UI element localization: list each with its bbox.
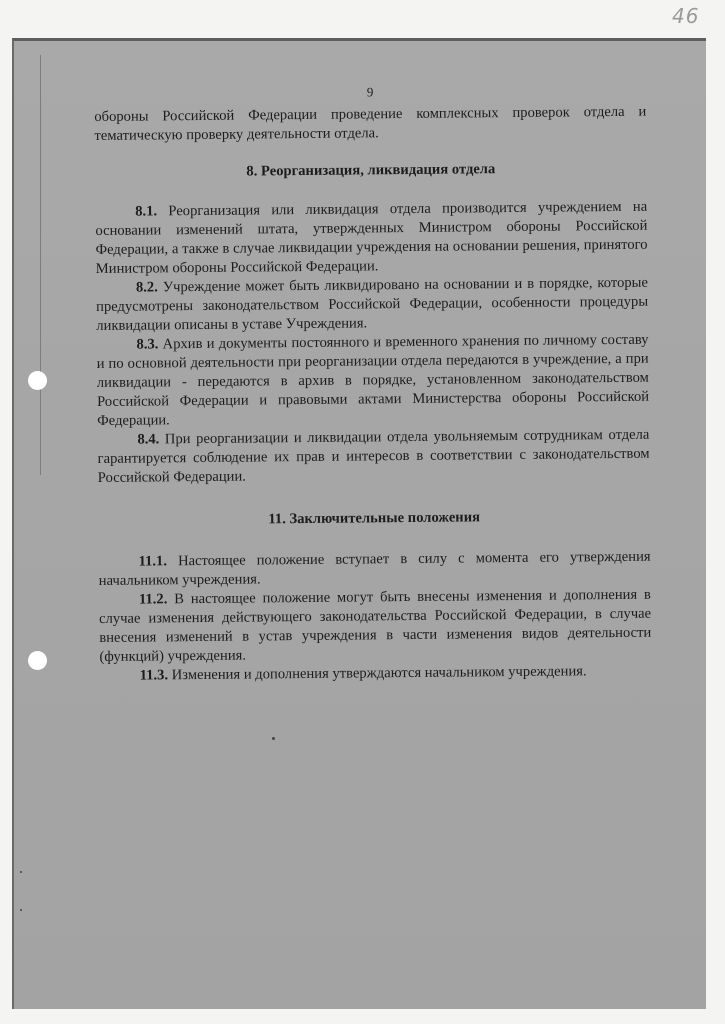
clause-number: 11.1. bbox=[138, 553, 168, 570]
clause-text: Изменения и дополнения утверждаются начальником учреждения. bbox=[171, 663, 587, 684]
clause-text: Учреждение может быть ликвидировано на основании и в порядке, которые предусмотрены законодательством Российской Федерации, особенности процедуры ликвидации описаны в уставе Учреждения. bbox=[96, 274, 649, 334]
clause-number: 11.3. bbox=[139, 667, 169, 684]
clause-text: При реорганизации и ликвидации отдела увольняемым сотрудникам отдела гарантируется соблюдение их прав и интересов в соответствии с законодательством Российской Федерации. bbox=[97, 426, 650, 486]
intro-paragraph: обороны Российской Федерации проведение комплексных проверок отдела и тематическую проверку деятельности отдела. bbox=[94, 103, 647, 144]
scan-speck bbox=[20, 909, 22, 911]
scan-speck bbox=[272, 737, 275, 740]
clause-text: Архив и документы постоянного и временного хранения по личному составу и по основной деятельности при реорганизации отдела передаются в учреждение, а при ликвидации - передаются в архив в порядке, установленном законодательством Российской Федерации и правовыми актами Министерства обороны Российской Федерации. bbox=[96, 331, 650, 429]
clause-11-1 bbox=[98, 548, 650, 591]
clause-number: 11.2. bbox=[138, 591, 168, 608]
clause-8-4 bbox=[97, 426, 650, 488]
clause-8-1 bbox=[95, 198, 648, 279]
clause-11-2 bbox=[99, 586, 652, 667]
scan-speck bbox=[20, 871, 22, 873]
clause-text: В настоящее положение могут быть внесены изменения и дополнения в случае изменения действующего законодательства Российской Федерации, в случае внесения изменений в устав учреждения в части изменения видов деятельности (функций) учреждения. bbox=[99, 586, 652, 665]
clause-8-3 bbox=[96, 331, 649, 431]
section-11-heading: 11. Заключительные положения bbox=[268, 509, 481, 528]
clause-text: Реорганизация или ликвидация отдела производится учреждением на основании изменений штата, утвержденных Министром обороны Российской Федерации, а также в случае ликвидации учреждения на основании решения, принятого Министром обороны Российской Федерации. bbox=[95, 198, 648, 277]
scanned-page bbox=[12, 38, 706, 1009]
punch-hole-top bbox=[28, 371, 47, 390]
archive-sheet-number: 46 bbox=[672, 4, 700, 28]
clause-number: 8.3. bbox=[136, 336, 159, 353]
clause-8-2 bbox=[96, 274, 649, 336]
clause-number: 8.2. bbox=[135, 279, 158, 296]
clause-text: Настоящее положение вступает в силу с момента его утверждения начальником учреждения. bbox=[98, 548, 651, 589]
page-number: 9 bbox=[366, 84, 374, 100]
section-8-heading: 8. Реорганизация, ликвидация отдела bbox=[246, 161, 496, 180]
document-body bbox=[94, 80, 652, 686]
clause-11-3 bbox=[100, 662, 652, 686]
clause-number: 8.4. bbox=[137, 431, 160, 448]
clause-number: 8.1. bbox=[135, 203, 158, 220]
punch-hole-bottom bbox=[28, 651, 47, 670]
